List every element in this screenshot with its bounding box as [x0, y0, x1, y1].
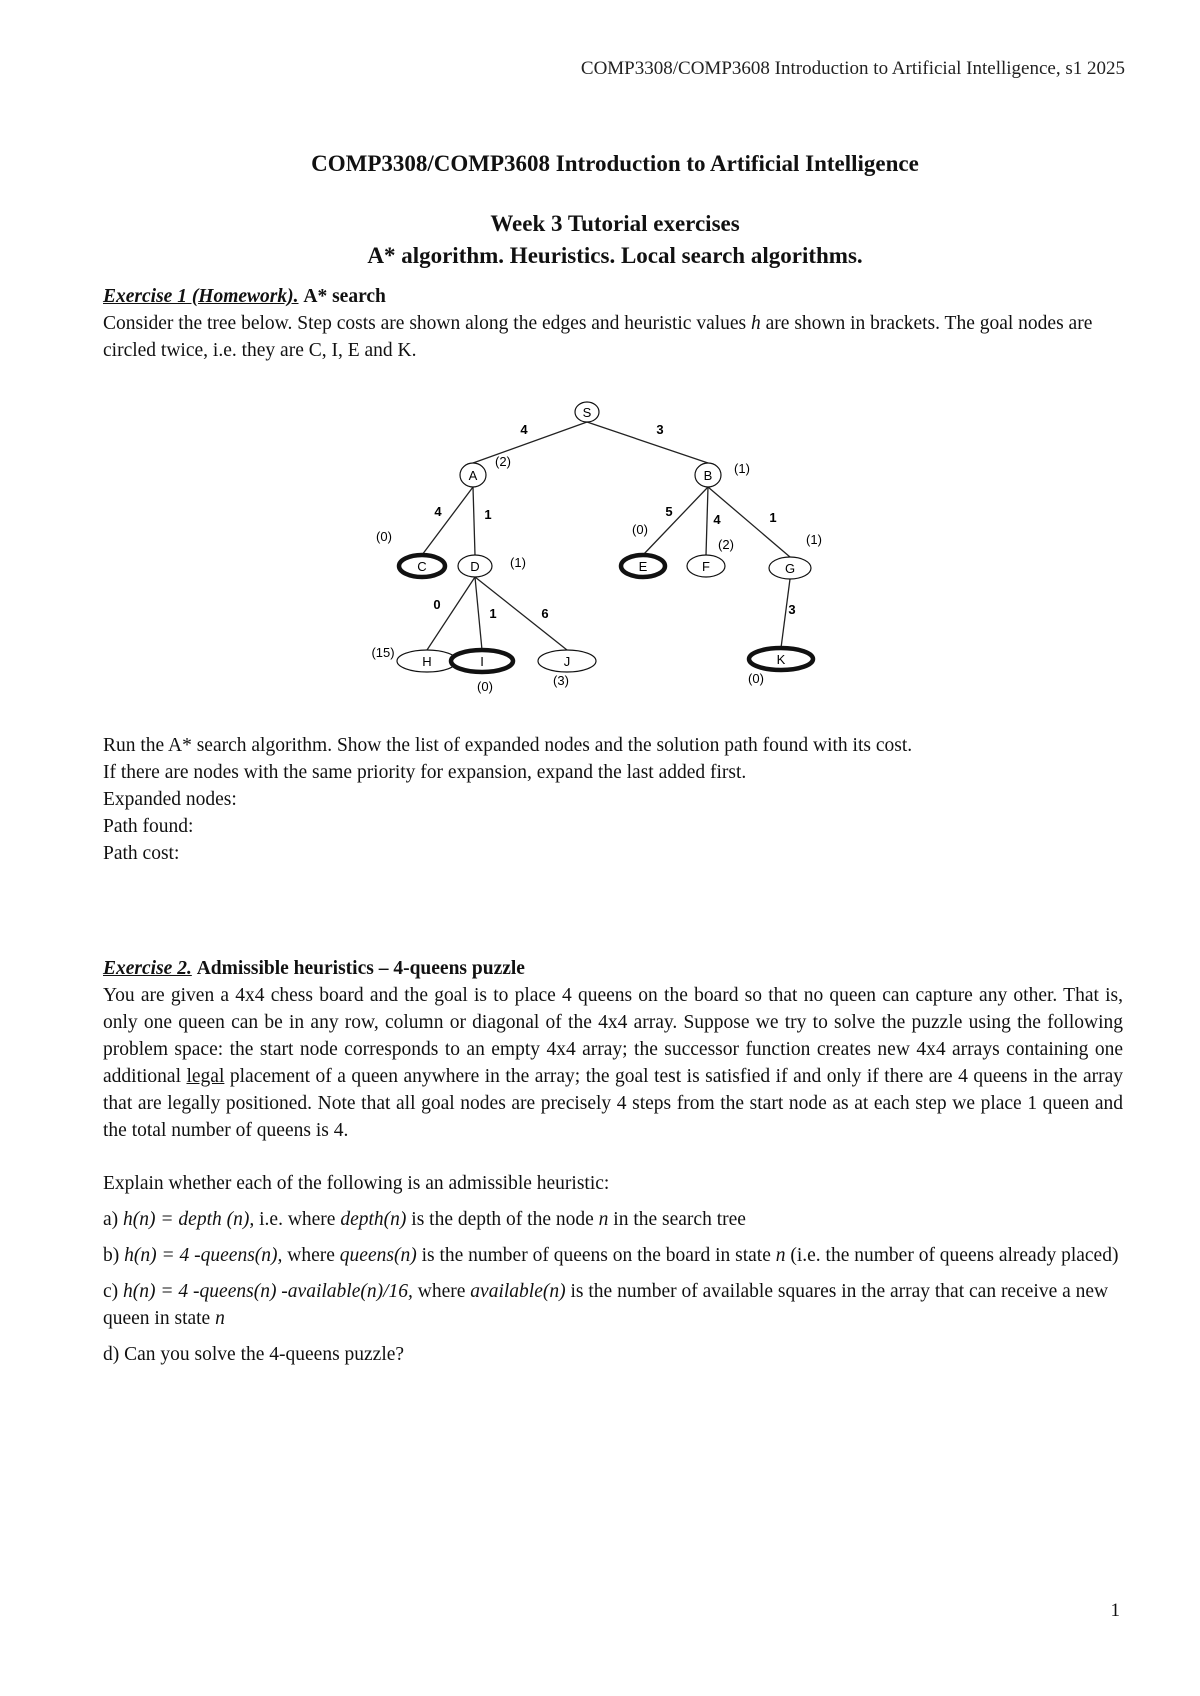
node-label-i: I [480, 654, 484, 669]
course-title: COMP3308/COMP3608 Introduction to Artificial Intelligence [311, 151, 919, 176]
heuristic-b: (1) [734, 461, 750, 476]
instruction-2: If there are nodes with the same priority for expansion, expand the last added first. [103, 762, 747, 783]
node-label-s: S [582, 405, 592, 420]
edge-cost-G-K: 3 [788, 602, 796, 617]
edge-cost-B-G: 1 [769, 510, 777, 525]
exercise-2-heading [103, 955, 1123, 982]
search-tree-diagram [0, 0, 1200, 720]
heuristic-j: (3) [553, 673, 569, 688]
topics-title: A* algorithm. Heuristics. Local search algorithms. [367, 243, 863, 268]
exercise-1-instructions [103, 732, 1123, 867]
running-header: COMP3308/COMP3608 Introduction to Artificial Intelligence, s1 2025 [580, 58, 1125, 79]
exercise-1-name: A* search [303, 286, 386, 307]
node-label-h: H [422, 654, 432, 669]
node-label-b: B [703, 468, 713, 483]
edge-cost-D-H: 0 [433, 597, 441, 612]
path-found-label: Path found: [103, 816, 194, 837]
tree-edge-B-F [706, 487, 708, 555]
edge-cost-A-D: 1 [484, 507, 492, 522]
exercise-2-label: Exercise 2. [103, 958, 192, 979]
node-label-a: A [468, 468, 478, 483]
node-label-e: E [638, 559, 648, 574]
exercise-1-label: Exercise 1 (Homework). [103, 286, 299, 307]
page-number: 1 [1110, 1600, 1120, 1621]
edge-cost-D-I: 1 [489, 606, 497, 621]
instruction-1: Run the A* search algorithm. Show the list of expanded nodes and the solution path found with its cost. [103, 735, 913, 756]
expanded-nodes-label: Expanded nodes: [103, 789, 237, 810]
exercise-1-intro: Consider the tree below. Step costs are shown along the edges and heuristic values h are shown in brackets. The goal nodes are circled twice, i.e. they are C, I, E and K. [103, 313, 1093, 361]
node-label-d: D [470, 559, 480, 574]
edge-cost-A-C: 4 [434, 504, 442, 519]
exercise-2-name: Admissible heuristics – 4-queens puzzle [196, 958, 525, 979]
node-label-c: C [417, 559, 427, 574]
question-c: c) h(n) = 4 -queens(n) -available(n)/16, where available(n) is the number of available squares in the array that can receive a new queen in state n [103, 1281, 1109, 1329]
exercise-2-explain: Explain whether each of the following is an admissible heuristic: [103, 1173, 610, 1194]
exercise-2 [103, 955, 1123, 1368]
exercise-2-description: You are given a 4x4 chess board and the goal is to place 4 queens on the board so that no queen can capture any other. That is, only one queen can be in any row, column or diagonal of the 4x4 array. Suppose we try to solve the puzzle using the following problem space: the start node corresponds to an empty 4x4 array; the successor function creates new 4x4 arrays containing one additional legal placement of a queen anywhere in the array; the goal test is satisfied if and only if there are 4 queens in the array that are legally positioned. Note that all goal nodes are precisely 4 steps from the start node as at each step we place 1 queen and the total number of queens is 4. [103, 985, 1123, 1141]
edge-cost-S-B: 3 [656, 422, 664, 437]
tree-edge-S-B [587, 422, 708, 463]
tree-edge-A-D [473, 487, 475, 555]
heuristic-i: (0) [477, 679, 493, 694]
heuristic-k: (0) [748, 671, 764, 686]
node-label-k: K [776, 652, 786, 667]
path-cost-label: Path cost: [103, 843, 180, 864]
node-label-f: F [702, 559, 710, 574]
question-b: b) h(n) = 4 -queens(n), where queens(n) is the number of queens on the board in state n (i.e. the number of queens already placed) [103, 1245, 1119, 1266]
tree-edge-S-A [473, 422, 587, 463]
question-d: d) Can you solve the 4-queens puzzle? [103, 1344, 405, 1365]
question-a: a) h(n) = depth (n), i.e. where depth(n) is the depth of the node n in the search tree [103, 1209, 746, 1230]
heuristic-e: (0) [632, 522, 648, 537]
heuristic-d: (1) [510, 555, 526, 570]
node-label-j: J [563, 654, 571, 669]
heuristic-a: (2) [495, 454, 511, 469]
heuristic-g: (1) [806, 532, 822, 547]
tree-edge-A-C [422, 487, 473, 555]
heuristic-f: (2) [718, 537, 734, 552]
node-label-g: G [784, 561, 796, 576]
tree-edge-B-E [643, 487, 708, 555]
heuristic-h: (15) [371, 645, 395, 660]
tree-edge-D-H [427, 577, 475, 650]
edge-cost-B-F: 4 [713, 512, 721, 527]
tree-edge-D-I [475, 577, 482, 650]
week-title: Week 3 Tutorial exercises [490, 211, 740, 236]
edge-cost-S-A: 4 [520, 422, 528, 437]
heuristic-c: (0) [376, 529, 392, 544]
edge-cost-D-J: 6 [541, 606, 549, 621]
edge-cost-B-E: 5 [665, 504, 673, 519]
